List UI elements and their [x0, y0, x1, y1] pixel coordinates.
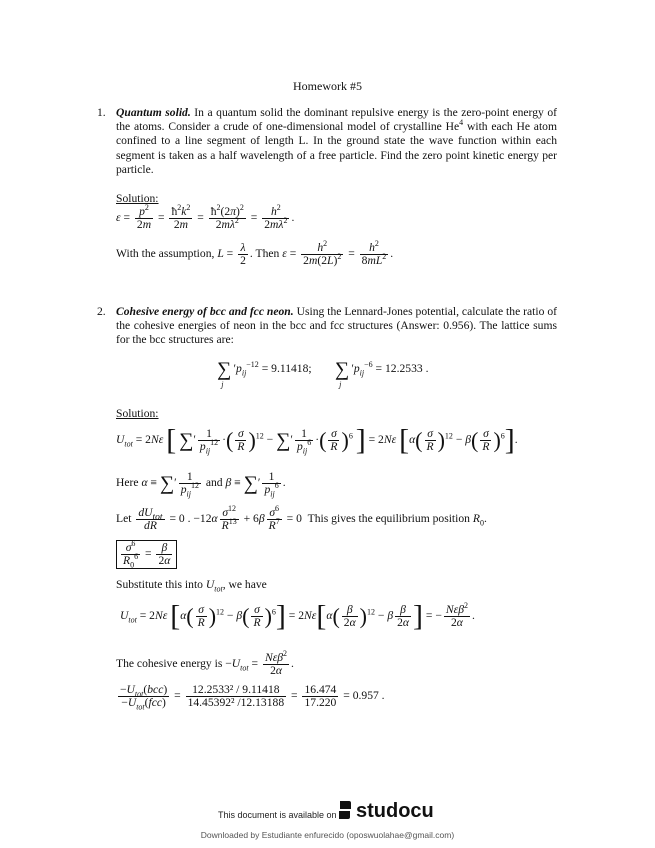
then-text: Then	[255, 247, 280, 261]
footer-downloaded-text: Downloaded by Estudiante enfurecido (oposwuolahae@gmail.com)	[200, 830, 455, 840]
studocu-logo[interactable]	[337, 800, 434, 823]
let-text: Let	[116, 512, 132, 526]
ratio-result: = 0.957 .	[343, 689, 385, 703]
studocu-logo-icon	[337, 800, 353, 820]
footer-available-text: This document is available on	[218, 810, 337, 820]
substitute-line: Substitute this into $U_{tot}$, we have	[116, 578, 267, 594]
problem-2-body: Using the Lennard-Jones potential, calculate the ratio of the cohesive energies of neon in the bcc and fcc structures (Answer: 0.956). The lattice sums for the bcc structures are:	[116, 305, 557, 347]
problem-1-heading: Quantum solid.	[116, 106, 191, 119]
here-text: Here	[116, 476, 139, 490]
lattice-sum-12: 9.11418;	[271, 362, 312, 375]
problem-2-alpha-beta: Here α ≡ ∑′ $\frac{1}{p_{ij}^{12}}$ and β ≡ ∑′ $\frac{1}{p_{ij}^6}$ .	[116, 470, 286, 499]
ratio-denominator: 14.45392² /12.13188	[187, 696, 285, 709]
lattice-sum-6: 12.2533 .	[384, 362, 429, 375]
assumption-text: With the assumption,	[116, 247, 215, 261]
problem-2-solution-label: Solution:	[116, 407, 159, 420]
problem-2-equation-utot: $U_{tot} = 2N\varepsilon$ [ ∑′ $\frac{1}{p_{ij}^{12}}$ ·( $\frac{\sigma}{R}$ )$^{12}$ − ∑′ $\frac{1}{p_{ij}^6}$ ·( $\frac{\sigma}{R}$ )$^6$ ] = 2Nε [α( $\frac{\sigma}{R}$ )$^{12}$ − β( $\frac{\sigma}{R}$ )$^6$].	[116, 423, 518, 457]
equilibrium-text: This gives the equilibrium position	[307, 512, 470, 526]
problem-1-body-b: with each He atom confined to a line segment of length L. In the ground state the wave function within each segment is taken as a half wavelength of a free particle. Find the zero point kinetic energy per particle.	[116, 120, 557, 176]
we-have-text: , we have	[222, 578, 267, 591]
problem-2-derivative: Let $\frac{dU_{tot}}{dR}$ = 0 . −12α $\frac{\sigma^{12}}{R^{13}}$ + 6β $\frac{\sigma^6}{R^7}$ = 0 This gives the equilibrium position $R_0$.	[116, 504, 487, 532]
studocu-brand: studocu	[356, 800, 434, 822]
ratio-numerator: 12.2533² / 9.11418	[192, 683, 280, 696]
ratio-line: $\frac{-U_{tot}(bcc)}{-U_{tot}(fcc)}$ = $\frac{\text{12.2533² / 9.11418}}{\text{14.45392² /12.13188}}$ = $\frac{16.474}{17.220}$ = 0.957 .	[120, 683, 385, 712]
problem-1-solution-label: Solution:	[116, 192, 159, 205]
problem-1-equation-2: With the assumption, L = $\frac{\lambda}{2}$ . Then ε = $\frac{h^2}{2m(2L)^2}$ = $\frac{h^2}{8mL^2}$ .	[116, 239, 394, 267]
ratio-denominator-2: 17.220	[304, 696, 337, 709]
problem-1-text	[116, 106, 557, 177]
problem-1-equation-1: ε = $\frac{p^2}{2m}$ = $\frac{ħ^2k^2}{2m}$ = $\frac{ħ^2(2\pi)^2}{2m\lambda^2}$ = $\frac{h^2}{2m\lambda^2}$ .	[116, 203, 295, 231]
substitute-text: Substitute this into	[116, 578, 203, 591]
and-text: and	[205, 476, 223, 490]
problem-1-number: 1.	[97, 106, 106, 119]
problem-1-body-a: In a quantum solid the dominant repulsive energy is the zero-point energy of the atoms. Consider a crude of one-dimensional model of crystalline He	[116, 106, 557, 134]
problem-2-heading: Cohesive energy of bcc and fcc neon.	[116, 305, 294, 318]
cohesive-energy-line: The cohesive energy is $-U_{tot}$ = $\frac{N\varepsilon\beta^2}{2\alpha}$ .	[116, 649, 294, 677]
ratio-numerator-2: 16.474	[304, 683, 337, 696]
problem-2-number: 2.	[97, 305, 106, 318]
page-title: Homework #5	[293, 79, 362, 93]
cohesive-text: The cohesive energy is	[116, 657, 223, 671]
problem-2-text	[116, 305, 557, 348]
problem-1-sup: 4	[459, 118, 464, 128]
problem-2-substituted: $U_{tot} = 2N\varepsilon$ [α( $\frac{\sigma}{R}$ )$^{12}$ − β( $\frac{\sigma}{R}$ )$^6$] = 2Nε[α( $\frac{\beta}{2\alpha}$ )$^{12}$ − β $\frac{\beta}{2\alpha}$ ] = − $\frac{N\varepsilon\beta^2}{2\alpha}$ .	[120, 599, 475, 633]
lattice-sums: $\sum_j'p_{ij}^{-12} = 9.11418$; $\sum_j'p_{ij}^{-6} = 12.2533$ .	[217, 358, 429, 390]
equilibrium-result-box: $\frac{\sigma^6}{R_0^6}$ = $\frac{\beta}{2\alpha}$	[116, 540, 177, 569]
